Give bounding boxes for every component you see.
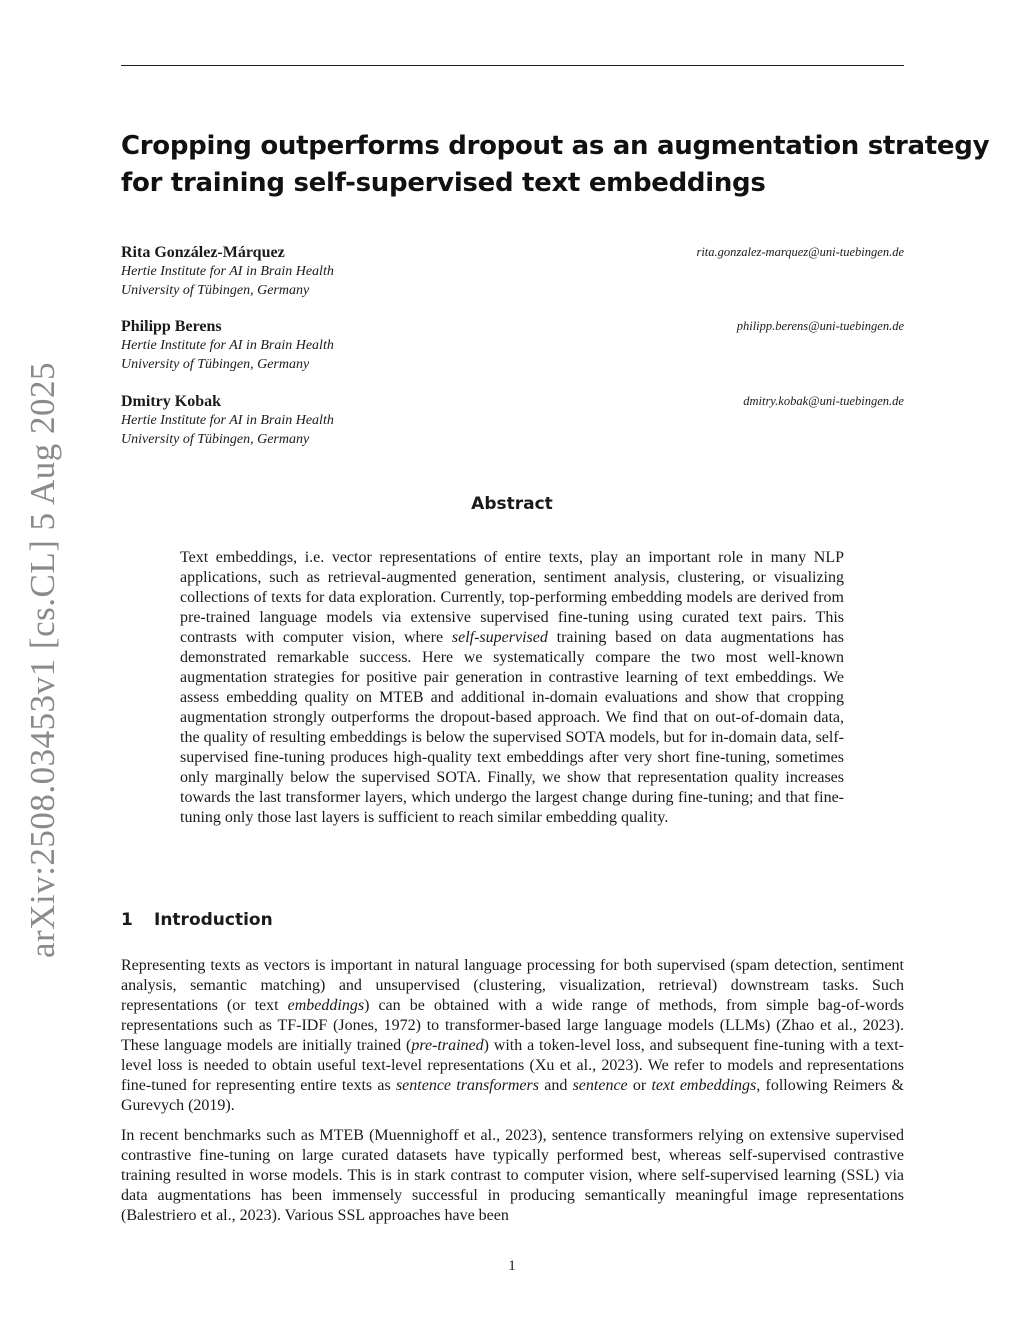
abstract-emphasis: self-supervised: [451, 629, 548, 646]
header-rule: [121, 65, 904, 66]
intro-paragraph-2: In recent benchmarks such as MTEB (Muennighoff et al., 2023), sentence transformers relying on extensive supervised contrastive fine-tuning on large curated datasets have typically performed best, whereas self-supervised contrastive training resulted in worse models. This is in stark contrast to computer vision, where self-supervised learning (SSL) via data augmentations has been immensely successful in producing semantically meaningful image representations (Balestriero et al., 2023). Various SSL approaches have been: [121, 1127, 904, 1224]
author-affiliation: University of Tübingen, Germany: [121, 283, 310, 298]
author-email: dmitry.kobak@uni-tuebingen.de: [743, 394, 904, 408]
text-run: Representing texts as vectors is important in natural language processing for both supervised (spam detection, sentiment analysis, semantic matching) and unsupervised (clustering, visualization, retrieval) downstream tasks. Such representations (or text: [121, 957, 904, 1014]
paper-title: [121, 128, 990, 202]
author-name: Philipp Berens: [121, 318, 222, 335]
text-run: ) can be obtained with a wide range of methods, from simple bag-of-words representations such as TF-IDF (Jones, 1972) to transformer-based large language models (LLMs) (Zhao et al., 2023). These language models are initially trained (: [121, 997, 905, 1054]
text-run: , following Reimers & Gurevych (2019).: [121, 1077, 904, 1114]
author-affiliation: University of Tübingen, Germany: [121, 357, 310, 372]
abstract-text-part: Text embeddings, i.e. vector representations of entire texts, play an important role in many NLP applications, such as retrieval-augmented generation, sentiment analysis, clustering, or visualizing collections of texts for data exploration. Currently, top-performing embedding models are derived from pre-trained language models via extensive supervised fine-tuning using curated text pairs. This contrasts with computer vision, where: [180, 549, 844, 646]
author-block-3: [121, 392, 904, 449]
author-email: philipp.berens@uni-tuebingen.de: [736, 319, 904, 333]
author-affiliation: University of Tübingen, Germany: [121, 432, 310, 447]
emphasis: pre-trained: [411, 1037, 484, 1054]
section-title: Introduction: [154, 910, 273, 930]
abstract-text-part: training based on data augmentations has demonstrated remarkable success. Here we systematically compare the two most well-known augmentation strategies for positive pair generation in contrastive learning of text embeddings. We assess embedding quality on MTEB and additional in-domain evaluations and show that cropping augmentation strongly outperforms the dropout-based approach. We find that on out-of-domain data, the quality of resulting embeddings is below the supervised SOTA models, but for in-domain data, self-supervised fine-tuning produces high-quality text embeddings after very short fine-tuning, sometimes only marginally below the supervised SOTA. Finally, we show that representation quality increases towards the last transformer layers, which undergo the largest change during fine-tuning; and that fine-tuning only those last layers is sufficient to reach similar embedding quality.: [180, 629, 845, 826]
author-name: Dmitry Kobak: [121, 393, 221, 410]
emphasis: text embeddings: [651, 1077, 757, 1094]
emphasis: embeddings: [287, 997, 365, 1014]
text-run: or: [627, 1077, 652, 1094]
abstract-heading: Abstract: [471, 494, 553, 514]
author-affiliation: Hertie Institute for AI in Brain Health: [121, 338, 334, 353]
author-affiliation: Hertie Institute for AI in Brain Health: [121, 413, 334, 428]
author-name: Rita González-Márquez: [121, 244, 285, 261]
arxiv-identifier-stamp: arXiv:2508.03453v1 [cs.CL] 5 Aug 2025: [23, 362, 62, 958]
author-block-1: [121, 243, 904, 300]
section-heading-introduction: [121, 910, 273, 930]
text-run: ) with a token-level loss, and subsequent fine-tuning with a text-level loss is needed to obtain useful text-level representations (Xu et al., 2023). We refer to models and representations fine-tuned for representing entire texts as: [121, 1037, 905, 1094]
title-line-1: Cropping outperforms dropout as an augmentation strategy: [121, 131, 990, 161]
author-affiliation: Hertie Institute for AI in Brain Health: [121, 264, 334, 279]
section-number: 1: [121, 910, 133, 930]
author-block-2: [121, 317, 904, 374]
abstract-text: [180, 548, 844, 828]
page-number: 1: [508, 1258, 516, 1274]
emphasis: sentence: [572, 1077, 628, 1094]
text-run: and: [538, 1077, 573, 1094]
intro-paragraph-1: [121, 956, 904, 1116]
emphasis: sentence transformers: [395, 1077, 539, 1094]
title-line-2: for training self-supervised text embeddings: [121, 168, 766, 198]
author-email: rita.gonzalez-marquez@uni-tuebingen.de: [696, 245, 904, 259]
